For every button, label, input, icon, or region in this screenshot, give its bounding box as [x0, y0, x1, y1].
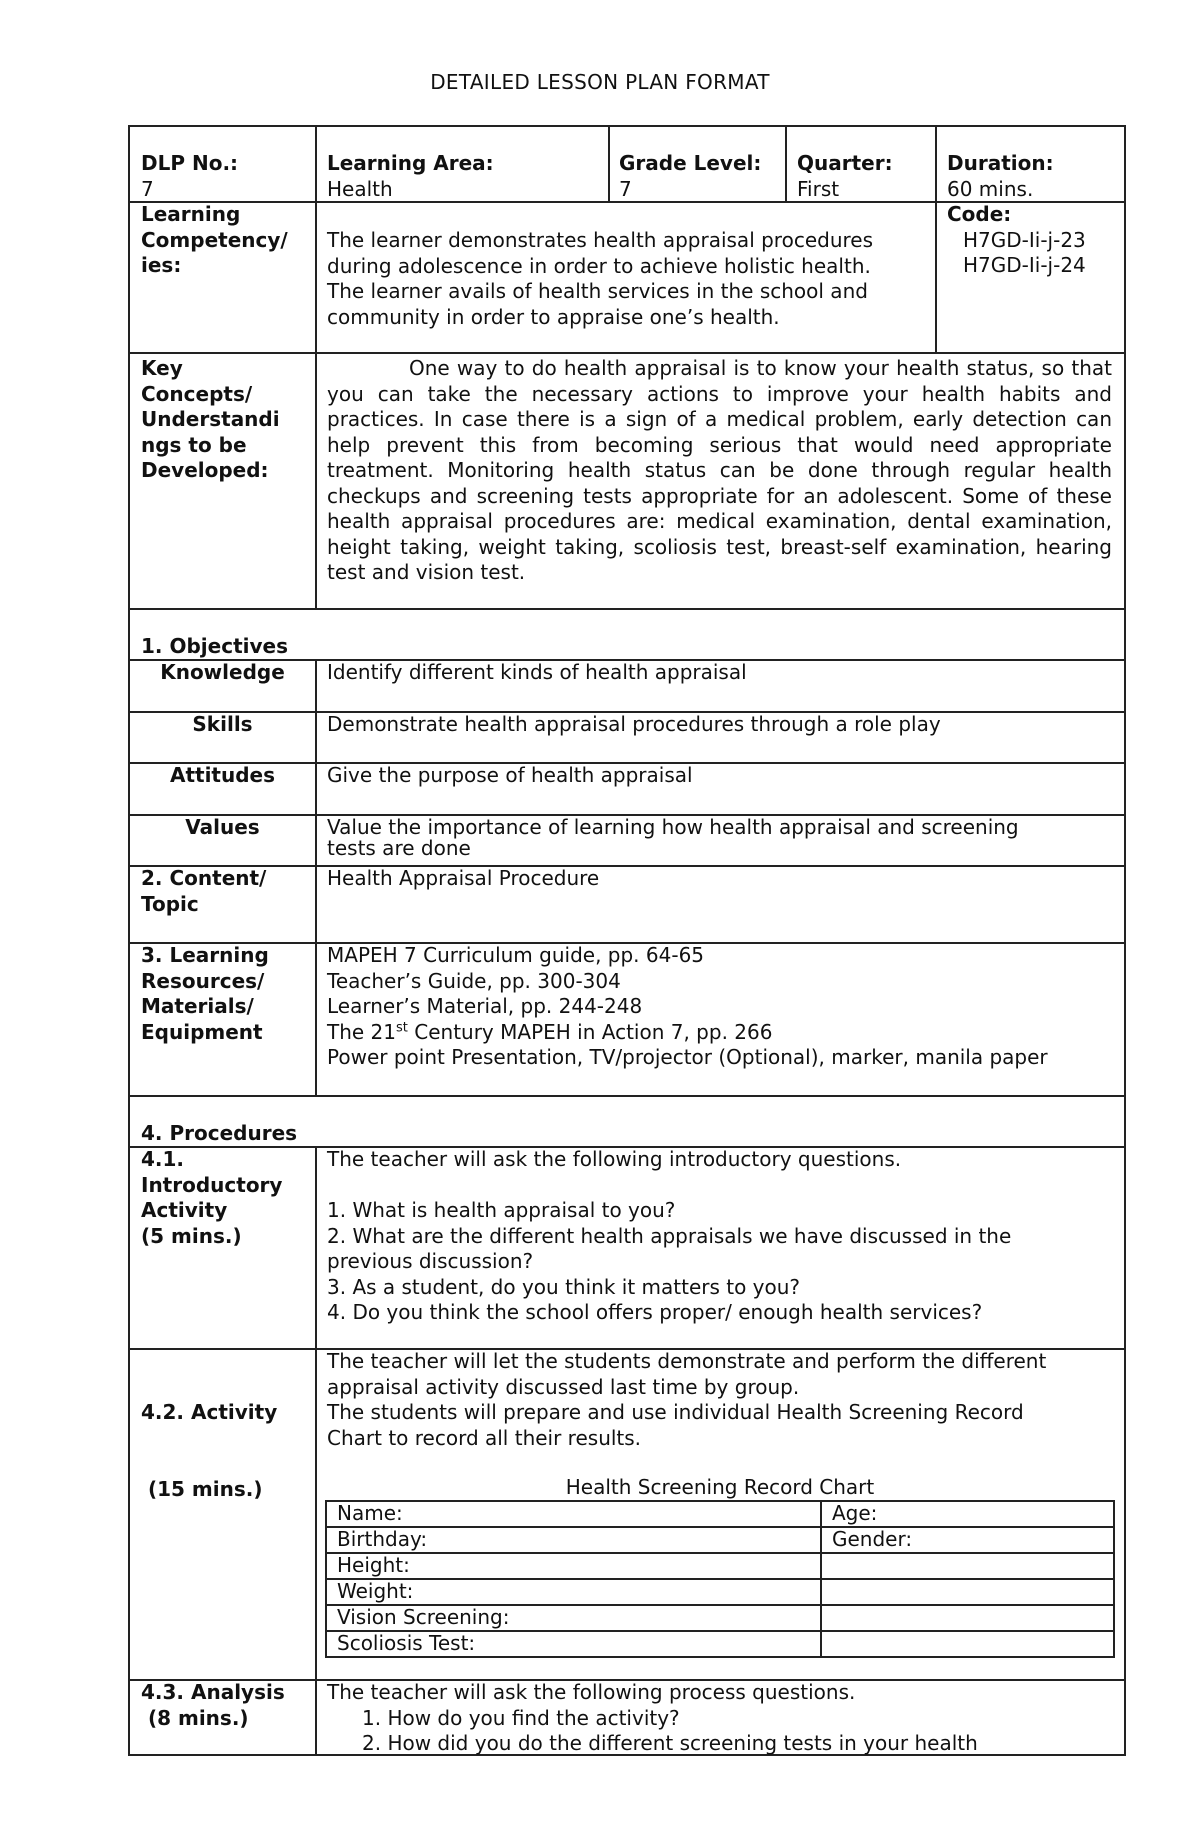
intro-question: 3. As a student, do you think it matters to you? [327, 1274, 801, 1299]
row-divider [128, 865, 1126, 867]
attitudes-label: Attitudes [169, 763, 276, 787]
intro-label-line: Activity [141, 1198, 228, 1222]
analysis-line: The teacher will ask the following process questions. [327, 1680, 856, 1704]
activity-label-line: 4.2. Activity [141, 1400, 278, 1424]
resources-list [327, 943, 1048, 1071]
column-divider [608, 125, 610, 203]
activity-label-line: (15 mins.) [141, 1476, 263, 1501]
column-divider [935, 125, 937, 354]
chart-row [327, 1553, 1113, 1579]
activity-line: The students will prepare and use individual Health Screening Record [327, 1400, 1024, 1424]
analysis-text [327, 1680, 978, 1757]
chart-row [327, 1501, 1113, 1527]
key-concepts-label-line: Concepts/ [141, 381, 253, 406]
key-concepts-text: One way to do health appraisal is to know your health status, so that you can take the necessary actions to improve your health habits and practices. In case there is a sign of a medical problem, early detection can help prevent this from becoming serious that would need appropriate treatment. Monitoring health status can be done through regular health checkups and screening tests appropriate for an adolescent. Some of these health appraisal procedures are: medical examination, dental examination, height taking, weight taking, scoliosis test, breast-self examination, hearing test and vision test. [327, 356, 1112, 584]
activity-line: The teacher will let the students demonstrate and perform the different [327, 1349, 1047, 1373]
intro-label-line: 4.1. [141, 1147, 185, 1171]
intro-activity-text [327, 1147, 1011, 1326]
chart-title: Health Screening Record Chart [565, 1475, 875, 1499]
intro-question: 2. What are the different health appraisals we have discussed in the [327, 1223, 1012, 1248]
key-concepts-label-line: ngs to be [141, 432, 247, 457]
column-divider [315, 659, 317, 1095]
resource-item-superscript: st [396, 1019, 408, 1035]
chart-row [327, 1605, 1113, 1631]
code-value: H7GD-Ii-j-24 [963, 253, 1086, 277]
content-label-line: 2. Content/ [141, 866, 267, 890]
key-concepts-label [141, 356, 280, 484]
quarter-cell [797, 151, 893, 202]
chart-cell: Birthday: [337, 1527, 428, 1551]
values-line: tests are done [327, 835, 471, 860]
dlp-number-cell [141, 151, 238, 202]
intro-question: previous discussion? [327, 1249, 534, 1273]
grade-level-value: 7 [619, 176, 632, 201]
resources-label-line: Equipment [141, 1019, 263, 1044]
column-divider [315, 125, 317, 608]
chart-rule [1113, 1500, 1115, 1658]
attitudes-text: Give the purpose of health appraisal [327, 763, 693, 787]
content-label-line: Topic [141, 891, 199, 916]
resources-label-line: Resources/ [141, 968, 265, 993]
competency-label-line: Competency/ [141, 227, 288, 252]
column-divider [785, 125, 787, 203]
chart-cell: Age: [832, 1501, 878, 1525]
resource-item: Teacher’s Guide, pp. 300-304 [327, 968, 621, 993]
intro-label-line: (5 mins.) [141, 1223, 242, 1248]
resource-item: Learner’s Material, pp. 244-248 [327, 994, 643, 1018]
key-concepts-label-line: Key [141, 356, 183, 380]
column-divider [315, 1146, 317, 1756]
activity-line: Chart to record all their results. [327, 1425, 642, 1450]
quarter-label: Quarter: [797, 151, 893, 175]
intro-question: 1. What is health appraisal to you? [327, 1198, 676, 1222]
resources-label-line: Materials/ [141, 994, 254, 1018]
analysis-line: 1. How do you find the activity? [362, 1705, 680, 1730]
objectives-heading: 1. Objectives [141, 634, 288, 658]
row-divider [128, 352, 1126, 354]
activity-label [141, 1349, 277, 1528]
dlp-number-value: 7 [141, 176, 154, 201]
grade-level-label: Grade Level: [619, 151, 762, 175]
chart-row [327, 1631, 1113, 1657]
values-text [327, 815, 1019, 861]
intro-lead: The teacher will ask the following introductory questions. [327, 1147, 902, 1171]
chart-cell: Name: [337, 1501, 403, 1525]
row-divider [128, 608, 1126, 610]
skills-label: Skills [192, 712, 253, 736]
skills-text: Demonstrate health appraisal procedures through a role play [327, 712, 941, 736]
page-title: DETAILED LESSON PLAN FORMAT [430, 70, 770, 94]
chart-cell: Gender: [832, 1527, 913, 1551]
table-border-left [128, 125, 130, 1756]
chart-cell: Weight: [337, 1579, 414, 1603]
values-label: Values [185, 815, 260, 839]
chart-cell: Scoliosis Test: [337, 1631, 476, 1655]
duration-value: 60 mins. [947, 176, 1034, 201]
analysis-line: 2. How did you do the different screening tests in your health [362, 1731, 978, 1755]
content-label [141, 866, 266, 917]
resources-label-line: 3. Learning [141, 943, 269, 967]
procedures-heading: 4. Procedures [141, 1121, 298, 1145]
learning-area-label: Learning Area: [327, 151, 494, 175]
competency-line: during adolescence in order to achieve holistic health. [327, 253, 871, 278]
competency-text [327, 228, 927, 330]
intro-question: 4. Do you think the school offers proper/ enough health services? [327, 1300, 983, 1324]
code-value: H7GD-Ii-j-23 [963, 227, 1086, 252]
learning-area-cell [327, 151, 494, 202]
competency-code-cell [947, 202, 1086, 279]
activity-line: appraisal activity discussed last time by group. [327, 1374, 800, 1399]
competency-line: community in order to appraise one’s health. [327, 304, 780, 329]
competency-label-line: Learning [141, 202, 241, 226]
chart-cell: Vision Screening: [337, 1605, 510, 1629]
resource-item: Power point Presentation, TV/projector (Optional), marker, manila paper [327, 1045, 1048, 1069]
quarter-value: First [797, 176, 840, 201]
row-divider [128, 1095, 1126, 1097]
resource-item [327, 1020, 1048, 1046]
grade-level-cell [619, 151, 761, 202]
competency-line: The learner avails of health services in the school and [327, 279, 868, 303]
learning-area-value: Health [327, 176, 393, 201]
competency-line: The learner demonstrates health appraisal procedures [327, 228, 873, 252]
chart-cell: Height: [337, 1553, 410, 1577]
intro-activity-label [141, 1147, 282, 1249]
values-line: Value the importance of learning how health appraisal and screening [327, 815, 1019, 839]
activity-text [327, 1349, 1046, 1451]
chart-row [327, 1579, 1113, 1605]
competency-label-line: ies: [141, 253, 182, 277]
resource-item-text: The 21 [327, 1019, 397, 1044]
key-concepts-label-line: Developed: [141, 458, 269, 482]
key-concepts-label-line: Understandi [141, 407, 280, 431]
resource-item-text: Century MAPEH in Action 7, pp. 266 [407, 1019, 773, 1044]
analysis-label-line: 4.3. Analysis [141, 1680, 285, 1704]
duration-cell [947, 151, 1054, 202]
intro-label-line: Introductory [141, 1172, 283, 1197]
resources-label [141, 943, 269, 1045]
table-border-top [128, 125, 1126, 127]
table-border-right [1124, 125, 1126, 1756]
competency-label [141, 202, 288, 279]
chart-row [327, 1527, 1113, 1553]
duration-label: Duration: [947, 151, 1054, 175]
resource-item: MAPEH 7 Curriculum guide, pp. 64-65 [327, 943, 705, 967]
analysis-label-line: (8 mins.) [141, 1705, 249, 1730]
knowledge-text: Identify different kinds of health appraisal [327, 660, 747, 684]
analysis-label [141, 1680, 285, 1731]
code-label: Code: [947, 202, 1012, 226]
knowledge-label: Knowledge [160, 660, 285, 684]
dlp-number-label: DLP No.: [141, 151, 239, 175]
content-text: Health Appraisal Procedure [327, 866, 600, 890]
